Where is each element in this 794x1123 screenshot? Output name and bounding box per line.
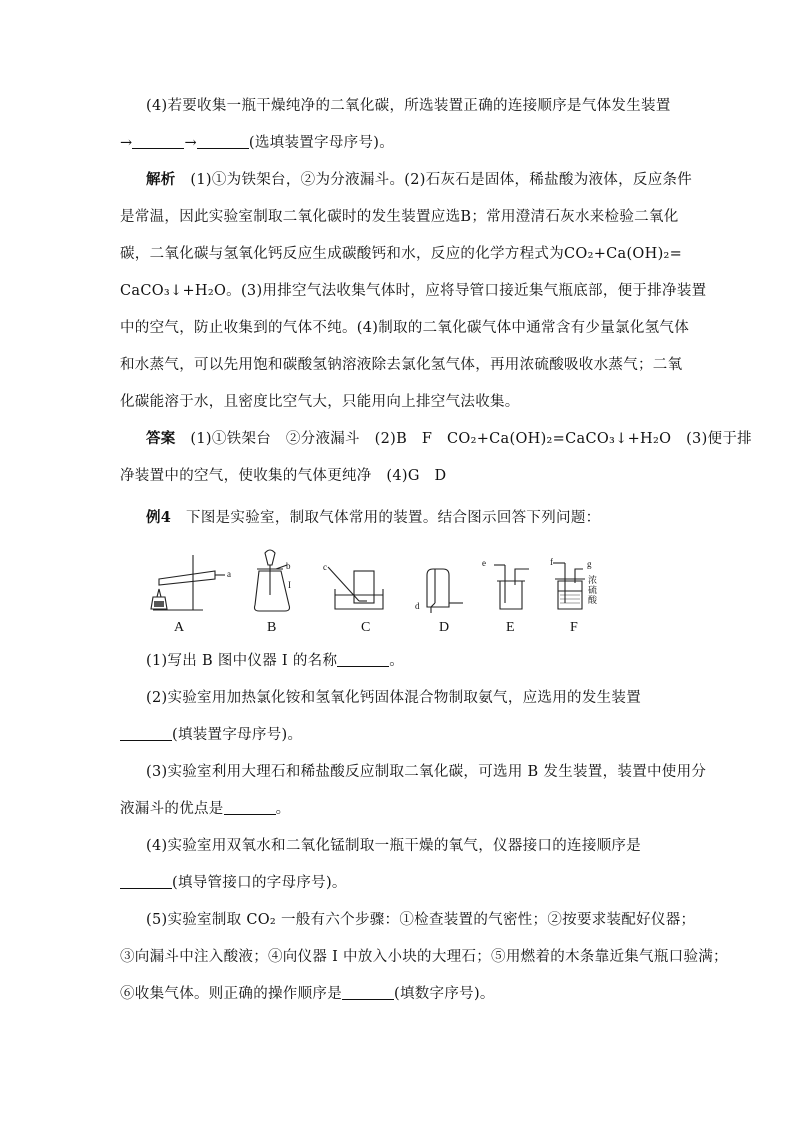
apparatus-e bbox=[494, 565, 529, 609]
apparatus-figure bbox=[145, 545, 615, 640]
ex4-q5-line-3: ⑥收集气体。则正确的操作顺序是 (填数字序号)。 bbox=[120, 986, 495, 1002]
example4-stem: 例4 下图是实验室，制取气体常用的装置。结合图示回答下列问题： bbox=[146, 509, 601, 526]
answer-blank[interactable] bbox=[197, 134, 249, 149]
port-c-label: c bbox=[323, 562, 327, 572]
q4-line-2: → → (选填装置字母序号)。 bbox=[120, 135, 395, 151]
ex4-q5-line-2: ③向漏斗中注入酸液；④向仪器 I 中放入小块的大理石；⑤用燃着的木条靠近集气瓶口验满； bbox=[120, 949, 728, 965]
ex4-q3-line-1: (3)实验室利用大理石和稀盐酸反应制取二氧化碳，可选用 B 发生装置，装置中使用分 bbox=[146, 764, 707, 780]
analysis-line-2: 是常温，因此实验室制取二氧化碳时的发生装置应选B；常用澄清石灰水来检验二氧化 bbox=[120, 209, 679, 225]
answer-blank[interactable] bbox=[337, 652, 389, 667]
acid-label: 浓硫酸 bbox=[588, 575, 598, 605]
ex4-q2-line-1: (2)实验室用加热氯化铵和氢氧化钙固体混合物制取氨气，应选用的发生装置 bbox=[146, 690, 642, 706]
answer-blank[interactable] bbox=[120, 874, 172, 889]
answer-line-1: 答案 (1)①铁架台 ②分液漏斗 (2)B F CO₂+Ca(OH)₂=CaCO₃↓+H₂O (3)便于排 bbox=[146, 430, 752, 447]
answer-label: 答案 bbox=[146, 430, 176, 447]
analysis-line-6: 和水蒸气，可以先用饱和碳酸氢钠溶液除去氯化氢气体，再用浓硫酸吸收水蒸气；二氧 bbox=[120, 357, 683, 373]
answer-blank[interactable] bbox=[342, 985, 394, 1000]
analysis-label: 解析 bbox=[146, 171, 176, 188]
apparatus-label-b: B bbox=[267, 620, 277, 635]
apparatus-label-e: E bbox=[506, 620, 515, 635]
apparatus-f bbox=[553, 563, 585, 609]
port-g-label: g bbox=[587, 559, 592, 569]
apparatus-label-d: D bbox=[439, 620, 450, 635]
answer-blank[interactable] bbox=[120, 726, 172, 741]
ex4-q4-line-1: (4)实验室用双氧水和二氧化锰制取一瓶干燥的氧气，仪器接口的连接顺序是 bbox=[146, 838, 642, 854]
apparatus-label-a: A bbox=[174, 620, 185, 635]
instrument-i-label: I bbox=[288, 580, 291, 590]
apparatus-d bbox=[427, 569, 463, 613]
apparatus-b bbox=[255, 550, 290, 611]
ex4-q5-line-1: (5)实验室制取 CO₂ 一般有六个步骤：①检查装置的气密性；②按要求装配好仪器； bbox=[146, 912, 696, 928]
ex4-q2-line-2: (填装置字母序号)。 bbox=[120, 725, 680, 745]
port-e-label: e bbox=[482, 558, 486, 568]
example-label: 例4 bbox=[146, 509, 172, 526]
apparatus-a bbox=[151, 555, 225, 610]
q4-line-1: (4)若要收集一瓶干燥纯净的二氧化碳，所选装置正确的连接顺序是气体发生装置 bbox=[146, 98, 671, 114]
analysis-line-4: CaCO₃↓+H₂O。(3)用排空气法收集气体时，应将导管口接近集气瓶底部，便于排净装置 bbox=[120, 283, 707, 299]
ex4-q1: (1)写出 B 图中仪器 I 的名称 。 bbox=[146, 653, 405, 669]
analysis-line-5: 中的空气，防止收集到的气体不纯。(4)制取的二氧化碳气体中通常含有少量氯化氢气体 bbox=[120, 320, 690, 336]
port-b-label: b bbox=[286, 561, 291, 571]
apparatus-label-f: F bbox=[570, 620, 578, 635]
port-f-label: f bbox=[550, 557, 553, 567]
answer-line-2: 净装置中的空气，使收集的气体更纯净 (4)G D bbox=[120, 468, 447, 484]
analysis-line-7: 化碳能溶于水，且密度比空气大，只能用向上排空气法收集。 bbox=[120, 394, 520, 410]
ex4-q4-line-2: (填导管接口的字母序号)。 bbox=[120, 873, 680, 893]
answer-blank[interactable] bbox=[132, 134, 184, 149]
ex4-q3-line-2: 液漏斗的优点是 。 bbox=[120, 801, 291, 817]
answer-blank[interactable] bbox=[224, 800, 276, 815]
apparatus-label-c: C bbox=[361, 620, 371, 635]
analysis-line-3: 碳，二氧化碳与氢氧化钙反应生成碳酸钙和水，反应的化学方程式为CO₂+Ca(OH)₂= bbox=[120, 246, 683, 262]
port-a-label: a bbox=[227, 569, 231, 579]
apparatus-c bbox=[328, 567, 383, 609]
port-d-label: d bbox=[415, 601, 420, 611]
analysis-line-1: 解析 (1)①为铁架台，②为分液漏斗。(2)石灰石是固体，稀盐酸为液体，反应条件 bbox=[146, 171, 693, 188]
